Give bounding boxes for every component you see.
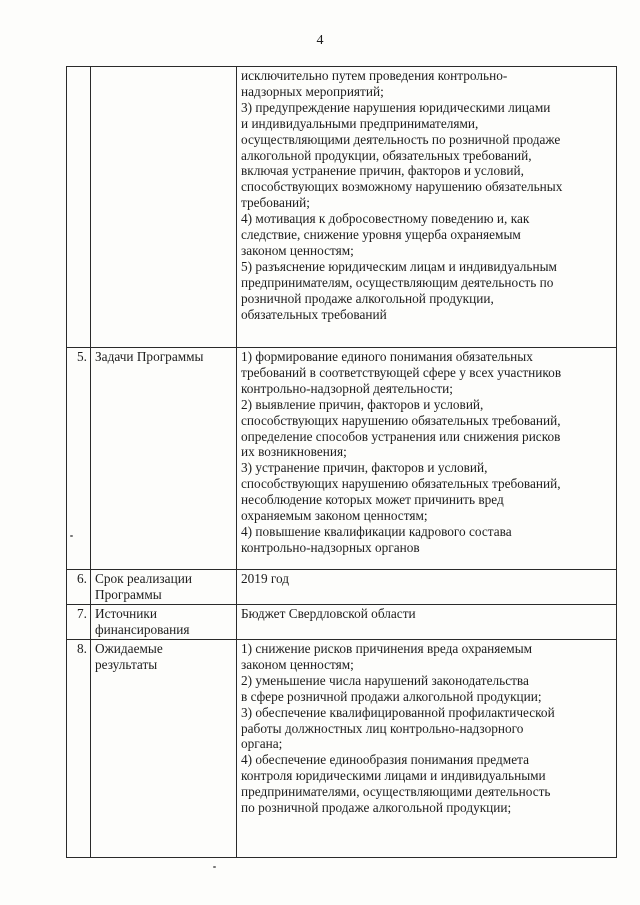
- row-content-line: осуществляющими деятельность по розничной продаже: [241, 131, 561, 147]
- row-content-line: следствие, снижение уровня ущерба охраняемым: [241, 227, 521, 243]
- row-content-line: контрольно-надзорных органов: [241, 539, 420, 555]
- row-content-line: законом ценностям;: [241, 656, 354, 672]
- table-body: [67, 67, 617, 858]
- row-content-line: определение способов устранения или снижения рисков: [241, 428, 561, 444]
- row-name-line: финансирования: [95, 621, 190, 637]
- row-name-cell: [91, 605, 237, 640]
- row-content-line: способствующих нарушению обязательных требований,: [241, 412, 561, 428]
- row-content-line: органа;: [241, 736, 283, 752]
- row-content-line: 5) разъяснение юридическим лицам и индивидуальным: [241, 258, 557, 274]
- row-content-line: охраняемым законом ценностям;: [241, 508, 428, 524]
- row-content-line: законом ценностям;: [241, 242, 354, 258]
- scan-speck: [213, 866, 216, 868]
- row-content-line: способствующих возможному нарушению обязательных: [241, 179, 563, 195]
- row-content-line: 2) выявление причин, факторов и условий,: [241, 396, 484, 412]
- row-number: [67, 67, 91, 348]
- row-content-line: розничной продаже алкогольной продукции,: [241, 290, 494, 306]
- row-name-cell: [91, 640, 237, 858]
- row-content-line: и индивидуальными предпринимателями,: [241, 115, 479, 131]
- row-content-line: 2) уменьшение числа нарушений законодательства: [241, 672, 529, 688]
- row-content-line: 4) повышение квалификации кадрового состава: [241, 523, 512, 539]
- row-content-line: их возникновения;: [241, 444, 347, 460]
- table-row: [67, 348, 617, 570]
- row-content-line: предпринимателям, осуществляющим деятельность по: [241, 274, 554, 290]
- table-row: [67, 640, 617, 858]
- row-content-line: включая устранение причин, факторов и условий,: [241, 163, 524, 179]
- row-content-line: 2019 год: [241, 571, 290, 586]
- row-name-cell: [91, 67, 237, 348]
- row-content-line: алкогольной продукции, обязательных требований,: [241, 147, 532, 163]
- row-name-cell: [91, 348, 237, 570]
- row-content-line: 4) обеспечение единообразия понимания предмета: [241, 752, 529, 768]
- row-name-line: Срок реализации: [95, 571, 192, 586]
- table-row: [67, 67, 617, 348]
- row-name-line: Программы: [95, 586, 162, 602]
- row-content-line: предпринимателями, осуществляющими деятельность: [241, 784, 551, 800]
- row-content-line: способствующих нарушению обязательных требований,: [241, 476, 561, 492]
- row-content-line: надзорных мероприятий;: [241, 83, 384, 99]
- row-content-cell: [237, 640, 617, 858]
- row-content-line: в сфере розничной продажи алкогольной продукции;: [241, 688, 542, 704]
- row-content-cell: [237, 605, 617, 640]
- row-content-line: работы должностных лиц контрольно-надзорного: [241, 720, 524, 736]
- row-content-line: 3) устранение причин, факторов и условий,: [241, 460, 488, 476]
- row-content-line: 1) снижение рисков причинения вреда охраняемым: [241, 641, 533, 656]
- row-content-line: 3) предупреждение нарушения юридическими лицами: [241, 99, 551, 115]
- row-content-line: 1) формирование единого понимания обязательных: [241, 349, 533, 364]
- row-number: 7.: [67, 605, 91, 640]
- row-number: 8.: [67, 640, 91, 858]
- table-row: [67, 605, 617, 640]
- row-content-line: 3) обеспечение квалифицированной профилактической: [241, 704, 555, 720]
- row-number: 6.: [67, 570, 91, 605]
- row-content-line: несоблюдение которых может причинить вред: [241, 492, 504, 508]
- row-content-line: контрольно-надзорной деятельности;: [241, 380, 453, 396]
- row-content-line: требований в соответствующей сфере у всех участников: [241, 364, 562, 380]
- scan-speck: [70, 535, 73, 537]
- row-name-line: Задачи Программы: [95, 349, 204, 364]
- page-number: 4: [316, 33, 324, 48]
- row-number: 5.: [67, 348, 91, 570]
- row-content-line: Бюджет Свердловской области: [241, 606, 416, 621]
- row-name-line: результаты: [95, 656, 158, 672]
- row-content-cell: [237, 67, 617, 348]
- row-content-cell: [237, 570, 617, 605]
- row-content-line: исключительно путем проведения контрольно-: [241, 68, 508, 83]
- row-name-line: Источники: [95, 606, 157, 621]
- row-content-line: обязательных требований: [241, 306, 387, 322]
- row-content-line: требований;: [241, 195, 310, 211]
- row-content-line: по розничной продаже алкогольной продукции;: [241, 800, 512, 816]
- row-content-line: 4) мотивация к добросовестному поведению и, как: [241, 211, 530, 227]
- row-content-line: контроля юридическими лицами и индивидуальными: [241, 768, 546, 784]
- row-name-cell: [91, 570, 237, 605]
- program-passport-table: [66, 66, 617, 858]
- row-name-line: Ожидаемые: [95, 641, 163, 656]
- row-content-cell: [237, 348, 617, 570]
- table-row: [67, 570, 617, 605]
